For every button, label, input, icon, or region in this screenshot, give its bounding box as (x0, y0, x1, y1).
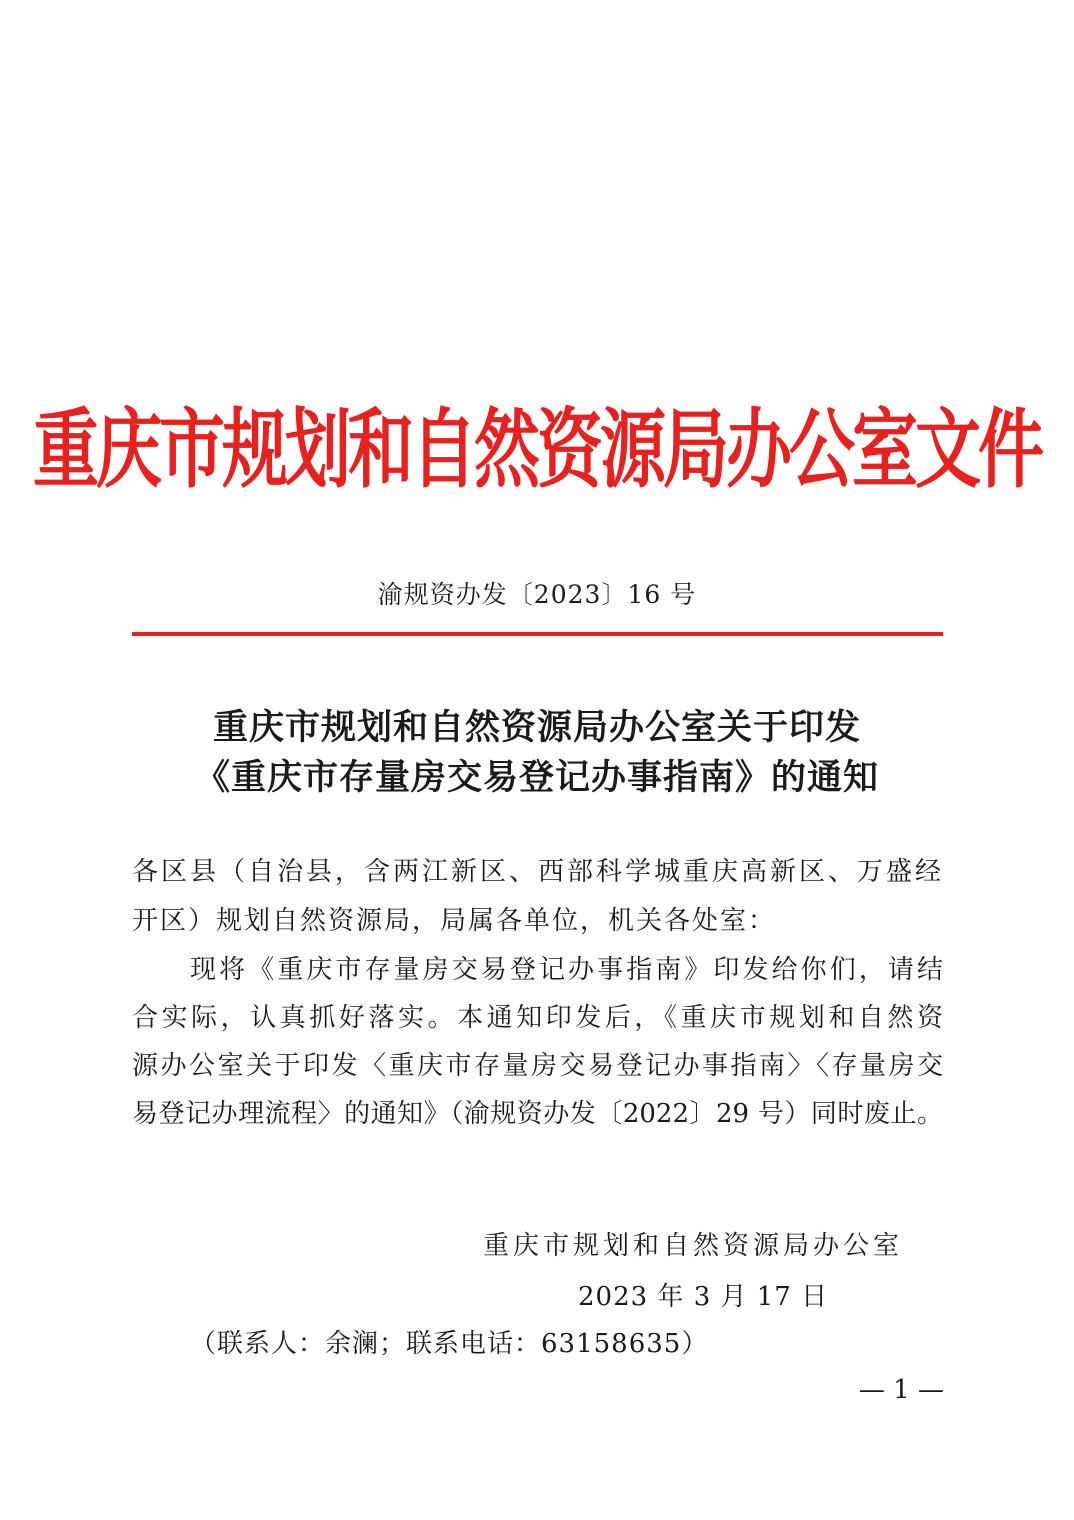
paragraph-line-2: 合实际，认真抓好落实。本通知印发后，《重庆市规划和自然资 (132, 1003, 943, 1033)
paragraph-line-3: 源办公室关于印发〈重庆市存量房交易登记办事指南〉〈存量房交 (132, 1051, 943, 1081)
notice-title-line-2: 《重庆市存量房交易登记办事指南》的通知 (194, 757, 879, 798)
page-number: — 1 — (858, 1375, 944, 1405)
addressee-line-1: 各区县（自治县，含两江新区、西部科学城重庆高新区、万盛经 (132, 857, 943, 887)
red-divider-line (132, 632, 943, 636)
notice-title-line-1: 重庆市规划和自然资源局办公室关于印发 (212, 707, 861, 748)
addressee-line-2: 开区）规划自然资源局，局属各单位，机关各处室： (132, 906, 777, 936)
issue-date: 2023 年 3 月 17 日 (578, 1282, 829, 1312)
paragraph-line-4: 易登记办理流程〉的通知》（渝规资办发〔2022〕29 号）同时废止。 (132, 1099, 943, 1129)
agency-header-title: 重庆市规划和自然资源局办公室文件 (33, 399, 1041, 500)
issuing-office: 重庆市规划和自然资源局办公室 (483, 1231, 904, 1261)
document-number: 渝规资办发〔2023〕16 号 (377, 580, 697, 609)
contact-info: （联系人：余澜；联系电话：63158635） (190, 1329, 709, 1359)
paragraph-line-1: 现将《重庆市存量房交易登记办事指南》印发给你们，请结 (190, 955, 943, 985)
